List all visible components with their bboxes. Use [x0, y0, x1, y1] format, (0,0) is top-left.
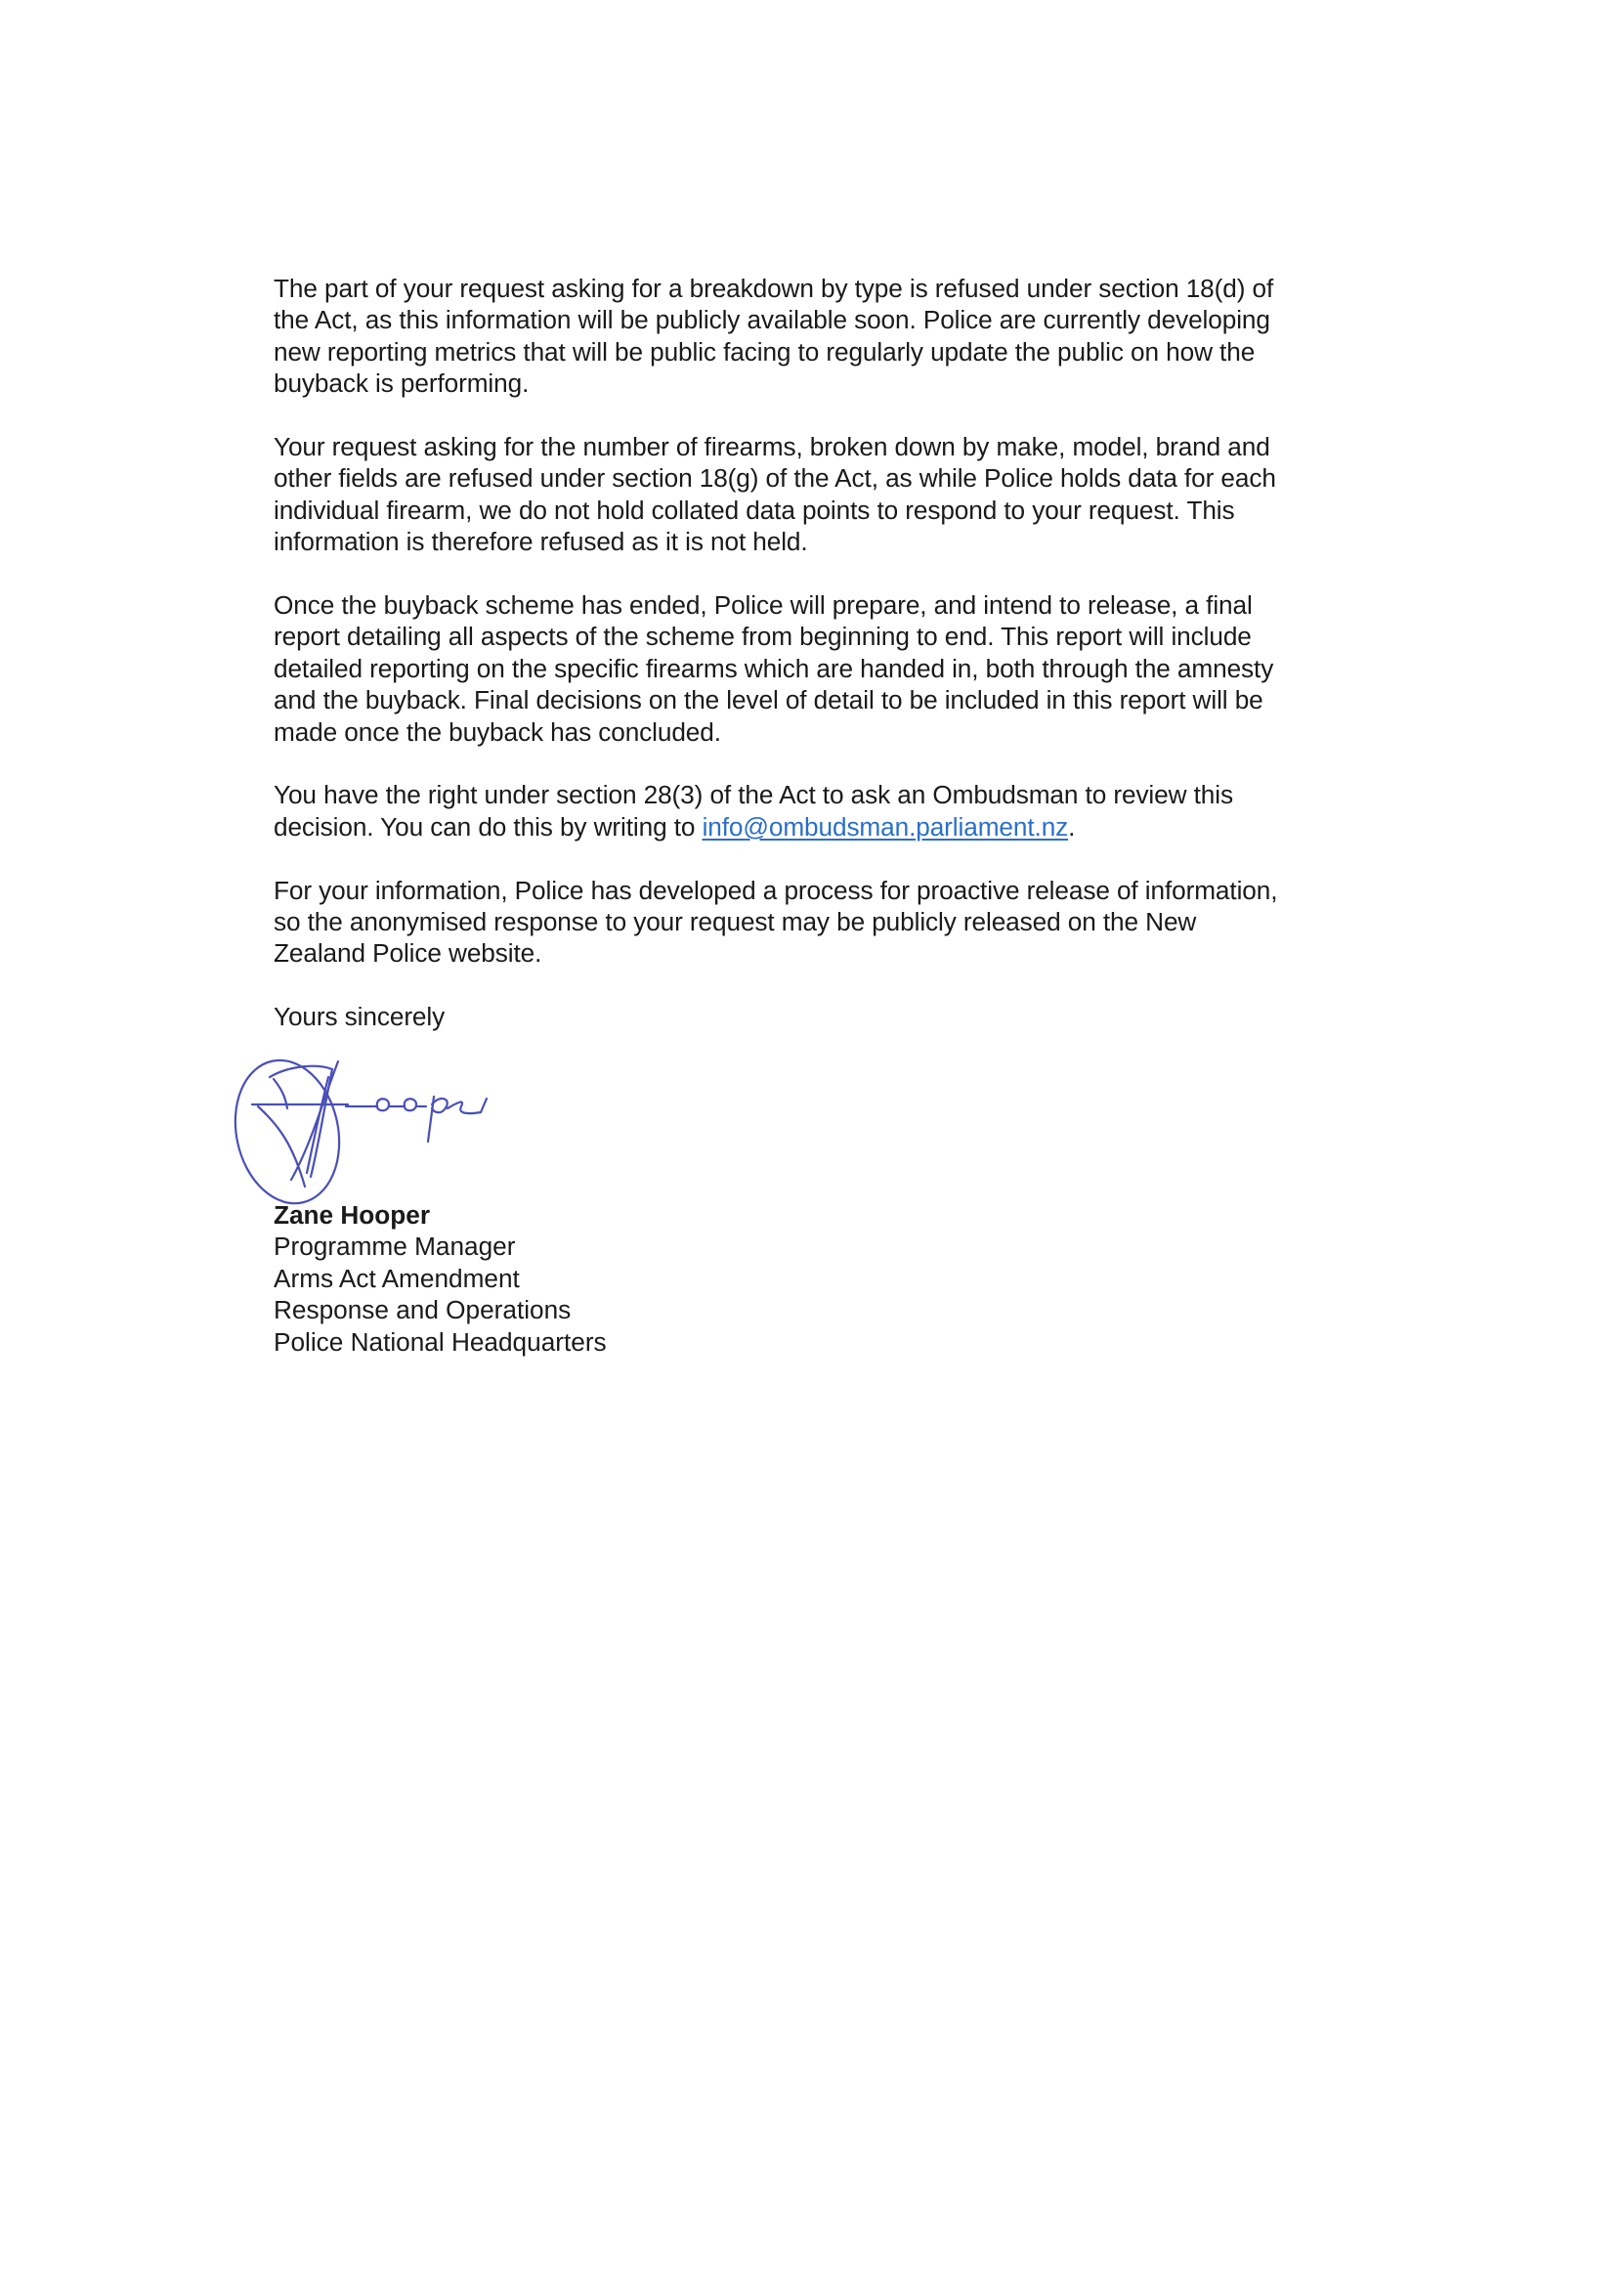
text-line: detailed reporting on the specific firearms which are handed in, both through the amnesty: [274, 653, 1274, 683]
text-line: Once the buyback scheme has ended, Police will prepare, and intend to release, a final: [274, 590, 1253, 621]
signatory-title: Programme Manager: [274, 1232, 516, 1262]
text-line: report detailing all aspects of the scheme from beginning to end. This report will include: [274, 622, 1252, 652]
text-line: buyback is performing.: [274, 368, 530, 399]
paragraph-proactive-release: [274, 875, 1358, 970]
text-line: made once the buyback has concluded.: [274, 716, 721, 747]
text-line: The part of your request asking for a breakdown by type is refused under section 18(d) of: [274, 274, 1274, 303]
text-line: new reporting metrics that will be public facing to regularly update the public on how the: [274, 336, 1256, 367]
text-line: [274, 811, 1358, 843]
signatory-division: Response and Operations: [274, 1295, 572, 1325]
text-line: Zealand Police website.: [274, 938, 542, 969]
letter-body: [274, 273, 1358, 1033]
text-line: For your information, Police has developed a process for proactive release of information,: [274, 875, 1278, 905]
text-line: so the anonymised response to your request may be publicly released on the New: [274, 907, 1197, 937]
paragraph-breakdown-refusal: [274, 273, 1358, 400]
signatory-unit: Arms Act Amendment: [274, 1263, 520, 1293]
text-line: Your request asking for the number of firearms, broken down by make, model, brand and: [274, 432, 1270, 462]
ombudsman-email-link[interactable]: info@ombudsman.parliament.nz: [702, 811, 1069, 842]
text-line: and the buyback. Final decisions on the level of detail to be included in this report will be: [274, 685, 1263, 715]
paragraph-make-model-refusal: [274, 431, 1358, 558]
text-fragment: .: [1068, 811, 1076, 842]
text-line: the Act, as this information will be publicly available soon. Police are currently developing: [274, 305, 1270, 335]
handwritten-signature-icon: [231, 1048, 514, 1214]
text-fragment: decision. You can do this by writing to: [274, 811, 703, 842]
text-line: You have the right under section 28(3) of the Act to ask an Ombudsman to review this: [274, 780, 1233, 810]
signatory-office: Police National Headquarters: [274, 1326, 607, 1357]
paragraph-ombudsman-review: [274, 779, 1358, 843]
closing-salutation: Yours sincerely: [274, 1002, 446, 1032]
paragraph-final-report: [274, 589, 1358, 748]
text-line: information is therefore refused as it is not held.: [274, 527, 808, 557]
signatory-name: Zane Hooper: [274, 1200, 431, 1230]
text-line: individual firearm, we do not hold collated data points to respond to your request. This: [274, 495, 1235, 525]
text-line: other fields are refused under section 18(g) of the Act, as while Police holds data for each: [274, 463, 1276, 494]
signature-block: [274, 1199, 607, 1358]
